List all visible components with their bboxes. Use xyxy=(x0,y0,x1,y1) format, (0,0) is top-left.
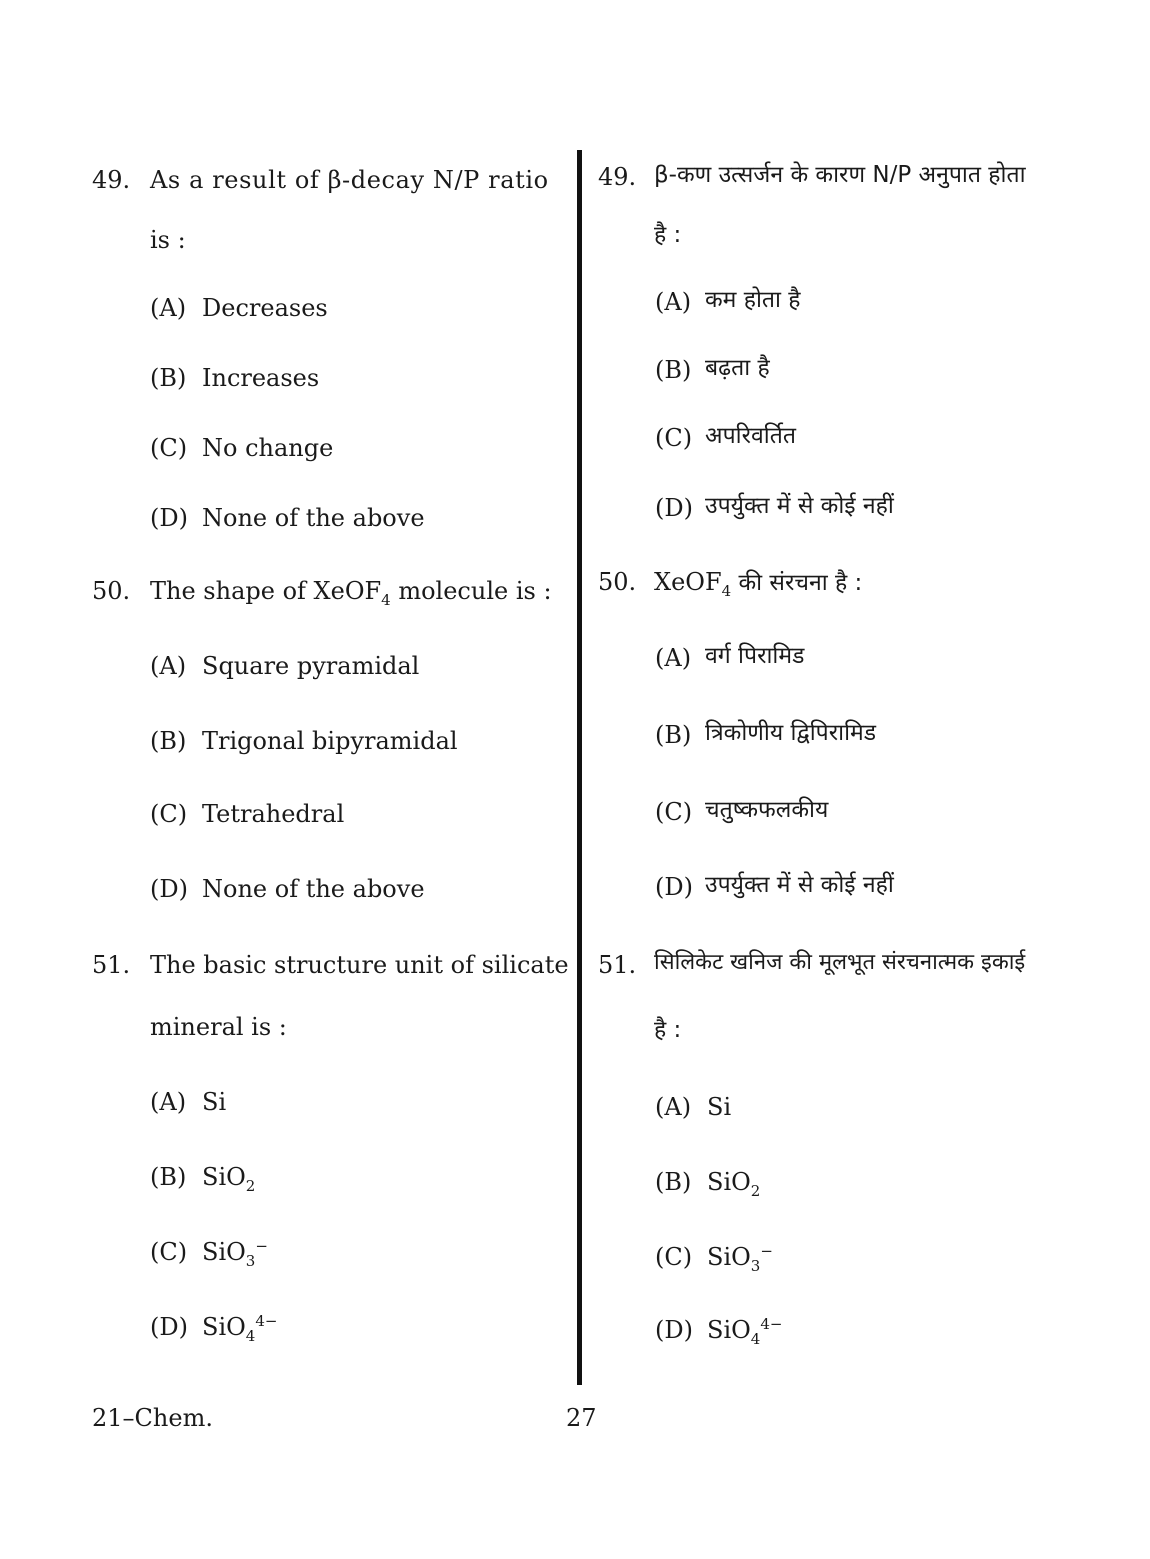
question-text: The basic structure unit of silicate xyxy=(150,951,569,979)
option-formula: SiO$_4^{4-}$ xyxy=(707,1315,783,1348)
question-number: 50. xyxy=(598,568,637,596)
paper-code: 21–Chem. xyxy=(92,1404,213,1432)
option-formula: SiO$_2$ xyxy=(707,1168,761,1200)
option-text: Trigonal bipyramidal xyxy=(202,727,458,755)
option-letter: (D) xyxy=(655,1316,693,1344)
option-text: Increases xyxy=(202,364,320,392)
question-number: 51. xyxy=(598,951,637,979)
option-text: कम होता है xyxy=(705,287,801,313)
option-letter: (D) xyxy=(150,504,188,532)
option-text: वर्ग पिरामिड xyxy=(705,643,805,669)
option-letter: (A) xyxy=(655,1093,692,1121)
option-text: Si xyxy=(202,1088,227,1116)
question-text: सिलिकेट खनिज की मूलभूत संरचनात्मक इकाई xyxy=(654,950,1026,975)
option-text: त्रिकोणीय द्विपिरामिड xyxy=(705,720,877,746)
option-text: अपरिवर्तित xyxy=(705,423,796,449)
option-letter: (B) xyxy=(655,356,692,384)
option-letter: (C) xyxy=(655,798,693,826)
question-number: 50. xyxy=(92,577,131,605)
option-letter: (B) xyxy=(655,1168,692,1196)
option-letter: (D) xyxy=(150,1313,188,1341)
question-text-cont: है : xyxy=(654,222,682,248)
option-text: No change xyxy=(202,434,334,462)
option-letter: (D) xyxy=(655,873,693,901)
option-letter: (C) xyxy=(150,1238,188,1266)
option-text: बढ़ता है xyxy=(705,355,770,381)
option-text: उपर्युक्त में से कोई नहीं xyxy=(705,872,894,898)
option-text: Decreases xyxy=(202,294,328,322)
option-letter: (C) xyxy=(150,434,188,462)
question-text: β-कण उत्सर्जन के कारण N/P अनुपात होता xyxy=(654,162,1026,188)
option-letter: (B) xyxy=(655,721,692,749)
option-letter: (B) xyxy=(150,364,187,392)
option-letter: (A) xyxy=(150,652,187,680)
option-text: Si xyxy=(707,1093,732,1121)
question-text: The shape of XeOF$_4$ molecule is : xyxy=(150,577,552,609)
option-letter: (C) xyxy=(150,800,188,828)
option-letter: (C) xyxy=(655,424,693,452)
option-letter: (B) xyxy=(150,1163,187,1191)
option-text: Tetrahedral xyxy=(202,800,345,828)
option-text: चतुष्कफलकीय xyxy=(705,797,829,823)
option-letter: (A) xyxy=(655,644,692,672)
question-text-cont: is : xyxy=(150,226,186,254)
option-letter: (B) xyxy=(150,727,187,755)
column-divider xyxy=(577,150,582,1385)
option-letter: (A) xyxy=(655,288,692,316)
page-number: 27 xyxy=(566,1404,597,1432)
option-text: उपर्युक्त में से कोई नहीं xyxy=(705,493,894,519)
option-letter: (C) xyxy=(655,1243,693,1271)
question-text-cont: mineral is : xyxy=(150,1013,287,1041)
option-letter: (D) xyxy=(150,875,188,903)
question-number: 49. xyxy=(92,166,131,194)
option-formula: SiO$_4^{4-}$ xyxy=(202,1312,278,1345)
question-number: 51. xyxy=(92,951,131,979)
option-formula: SiO$_2$ xyxy=(202,1163,256,1195)
question-number: 49. xyxy=(598,163,637,191)
question-text: XeOF$_4$ की संरचना है : xyxy=(654,568,863,600)
option-formula: SiO$_3$− xyxy=(707,1242,773,1275)
option-text: Square pyramidal xyxy=(202,652,420,680)
option-letter: (A) xyxy=(150,294,187,322)
question-text-cont: है : xyxy=(654,1017,682,1043)
question-text: As a result of β-decay N/P ratio xyxy=(150,166,549,194)
option-formula: SiO$_3$− xyxy=(202,1237,268,1270)
option-letter: (A) xyxy=(150,1088,187,1116)
option-text: None of the above xyxy=(202,504,425,532)
option-letter: (D) xyxy=(655,494,693,522)
option-text: None of the above xyxy=(202,875,425,903)
